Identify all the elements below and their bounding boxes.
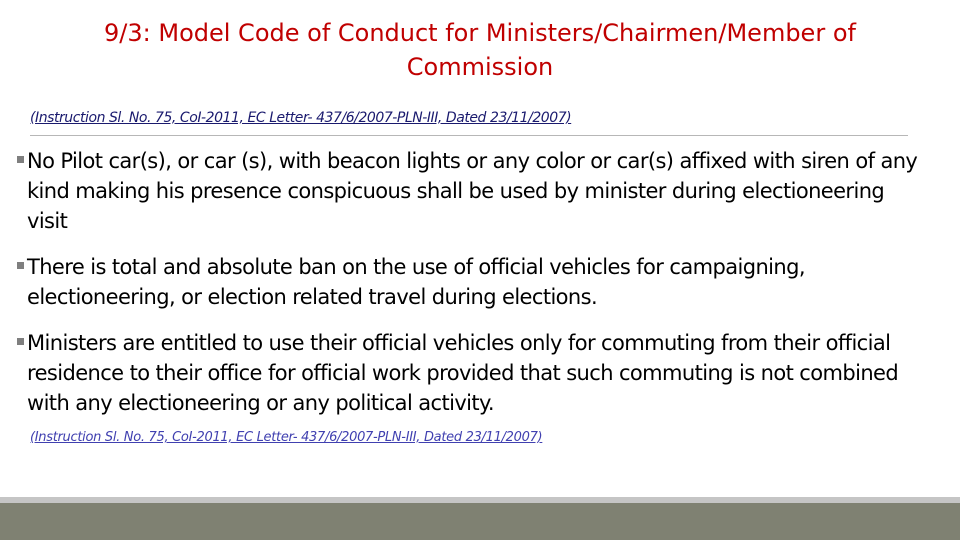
square-bullet-icon (17, 156, 24, 163)
reference-link-bottom[interactable]: (Instruction Sl. No. 75, CoI-2011, EC Letter- 437/6/2007-PLN-III, Dated 23/11/2007) (30, 430, 543, 445)
square-bullet-icon (17, 338, 24, 345)
footer-bar (0, 503, 960, 540)
bullet-list (20, 146, 920, 434)
square-bullet-icon (17, 262, 24, 269)
bullet-item (20, 328, 920, 418)
slide-title: 9/3: Model Code of Conduct for Ministers/Chairmen/Member of Commission (104, 19, 856, 81)
bullet-text: No Pilot car(s), or car (s), with beacon lights or any color or car(s) affixed with siren of any kind making his presence conspicuous shall be used by minister during electioneering visit (27, 149, 918, 233)
bullet-item (20, 146, 920, 236)
bullet-text: There is total and absolute ban on the use of official vehicles for campaigning, electioneering, or election related travel during elections. (27, 255, 805, 309)
bullet-text: Ministers are entitled to use their official vehicles only for commuting from their official residence to their office for official work provided that such commuting is not combined with any electioneering or any political activity. (27, 331, 899, 415)
bullet-item (20, 252, 920, 312)
divider-line (30, 135, 908, 136)
reference-link-top[interactable]: (Instruction Sl. No. 75, CoI-2011, EC Letter- 437/6/2007-PLN-III, Dated 23/11/2007) (30, 110, 572, 126)
